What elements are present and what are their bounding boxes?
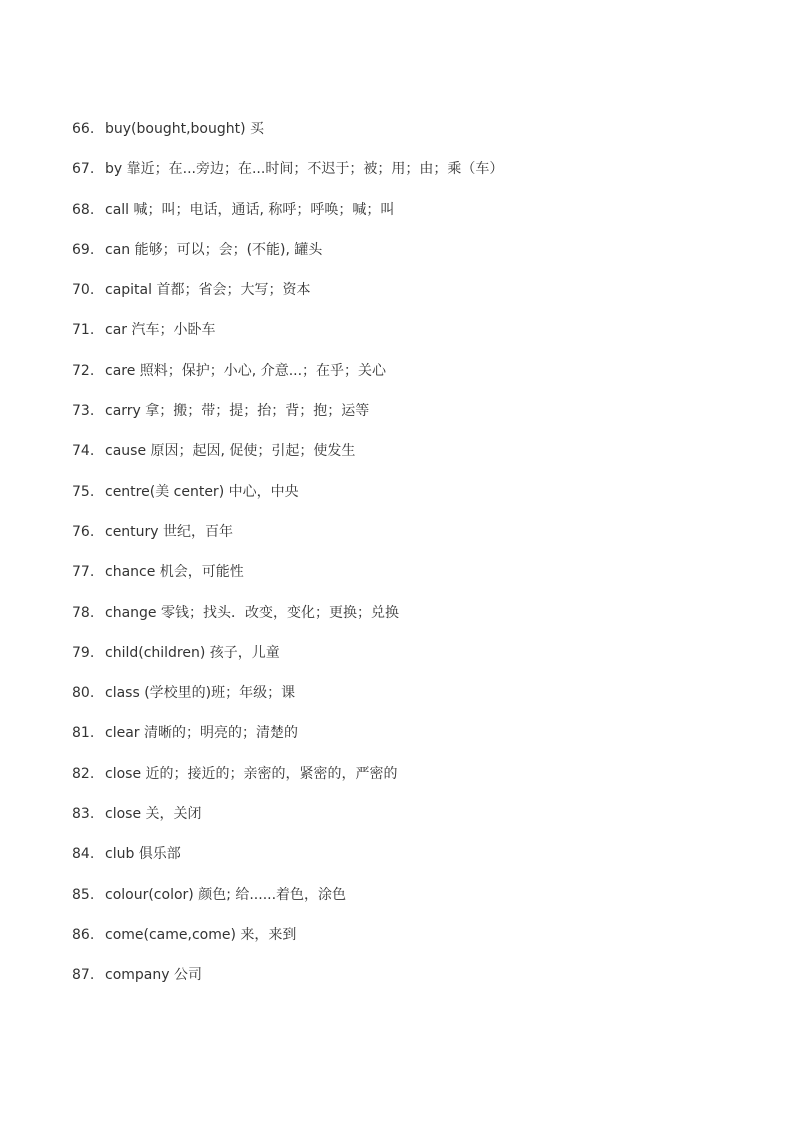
- vocabulary-list: [72, 116, 752, 1003]
- item-number: 71.: [72, 322, 95, 339]
- item-number: 84.: [72, 846, 95, 863]
- list-item: [72, 720, 752, 760]
- item-number: 73.: [72, 403, 95, 420]
- item-text: cause 原因；起因, 促使；引起；使发生: [105, 443, 356, 460]
- item-text: buy(bought,bought) 买: [105, 121, 265, 137]
- item-text: come(came,come) 来，来到: [105, 926, 297, 943]
- item-number: 74.: [72, 443, 95, 460]
- list-item: [72, 398, 752, 438]
- item-number: 69.: [72, 241, 95, 258]
- item-number: 66.: [72, 121, 95, 137]
- item-text: class (学校里的)班；年级；课: [105, 685, 296, 702]
- item-text: club 俱乐部: [105, 846, 181, 863]
- item-number: 70.: [72, 282, 95, 299]
- item-text: colour(color) 颜色; 给......着色，涂色: [105, 886, 347, 903]
- list-item: [72, 479, 752, 519]
- item-number: 68.: [72, 201, 95, 218]
- item-text: company 公司: [105, 967, 202, 984]
- list-item: [72, 761, 752, 801]
- item-number: 67.: [72, 161, 95, 178]
- list-item: [72, 519, 752, 559]
- item-text: call 喊；叫；电话，通话, 称呼；呼唤；喊；叫: [105, 201, 395, 218]
- item-number: 83.: [72, 806, 95, 823]
- item-number: 75.: [72, 483, 95, 500]
- list-item: [72, 197, 752, 237]
- item-number: 76.: [72, 523, 95, 540]
- list-item: [72, 680, 752, 720]
- item-text: car 汽车；小卧车: [105, 322, 216, 339]
- item-text: chance 机会，可能性: [105, 564, 244, 581]
- item-number: 82.: [72, 765, 95, 782]
- list-item: [72, 922, 752, 962]
- item-text: child(children) 孩子，儿童: [105, 644, 280, 661]
- list-item: [72, 116, 752, 156]
- list-item: [72, 600, 752, 640]
- list-item: [72, 640, 752, 680]
- item-number: 78.: [72, 604, 95, 621]
- list-item: [72, 317, 752, 357]
- item-number: 85.: [72, 886, 95, 903]
- list-item: [72, 277, 752, 317]
- list-item: [72, 156, 752, 196]
- list-item: [72, 559, 752, 599]
- item-number: 79.: [72, 644, 95, 661]
- item-text: capital 首都；省会；大写；资本: [105, 282, 311, 299]
- list-item: [72, 962, 752, 1002]
- item-number: 72.: [72, 362, 95, 379]
- item-text: change 零钱；找头．改变，变化；更换；兑换: [105, 604, 399, 621]
- item-number: 77.: [72, 564, 95, 581]
- list-item: [72, 882, 752, 922]
- list-item: [72, 801, 752, 841]
- item-number: 80.: [72, 685, 95, 702]
- list-item: [72, 237, 752, 277]
- list-item: [72, 438, 752, 478]
- item-number: 86.: [72, 926, 95, 943]
- item-text: century 世纪，百年: [105, 523, 234, 540]
- item-number: 81.: [72, 725, 95, 742]
- item-number: 87.: [72, 967, 95, 984]
- item-text: care 照料；保护；小心, 介意...；在乎；关心: [105, 362, 387, 379]
- item-text: can 能够；可以；会；(不能), 罐头: [105, 241, 323, 258]
- item-text: close 近的；接近的；亲密的，紧密的，严密的: [105, 765, 398, 782]
- item-text: clear 清晰的；明亮的；清楚的: [105, 725, 298, 742]
- list-item: [72, 841, 752, 881]
- item-text: by 靠近；在...旁边；在...时间；不迟于；被；用；由；乘（车）: [105, 161, 504, 178]
- list-item: [72, 358, 752, 398]
- item-text: carry 拿；搬；带；提；抬；背；抱；运等: [105, 403, 370, 420]
- item-text: centre(美 center) 中心，中央: [105, 483, 299, 500]
- item-text: close 关，关闭: [105, 806, 202, 823]
